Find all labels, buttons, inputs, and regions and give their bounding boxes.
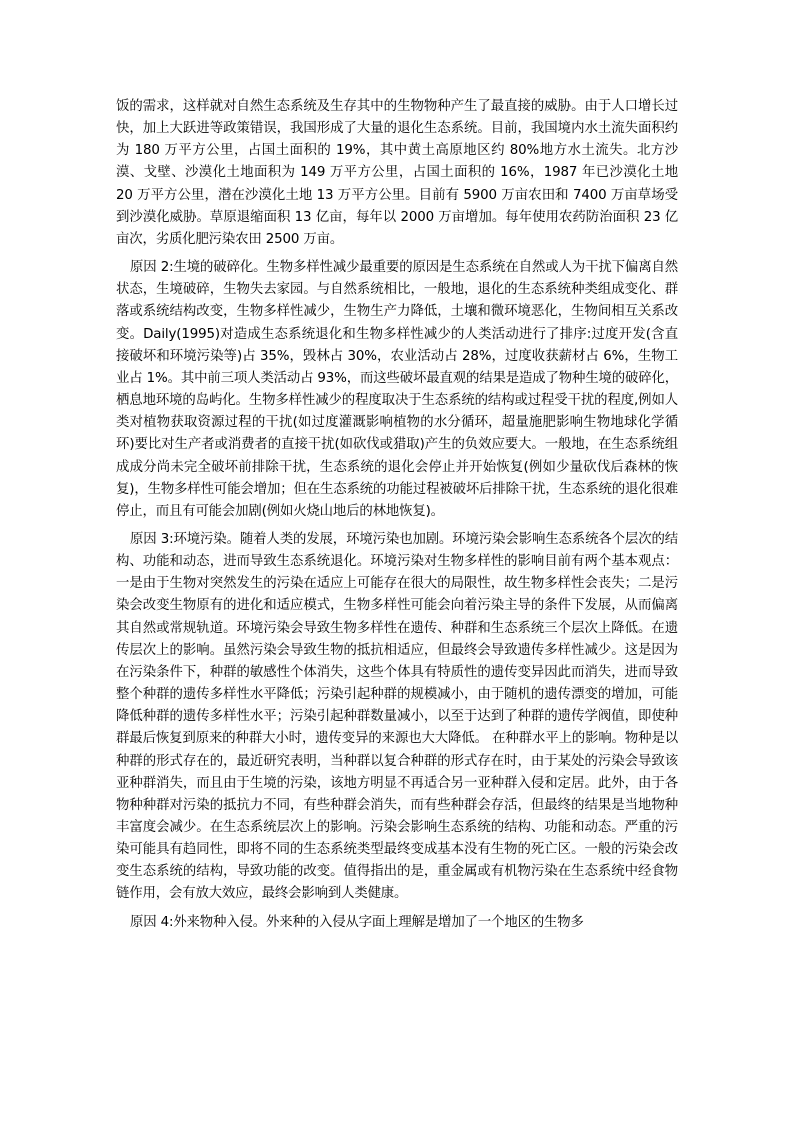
paragraph-1: 饭的需求，这样就对自然生态系统及生存其中的生物物种产生了最直接的威胁。由于人口增长过快，加上大跃进等政策错误，我国形成了大量的退化生态系统。目前，我国境内水土流失面积约为 180 万平方公里，占国土面积的 19%，其中黄土高原地区约 80%地方水土流失。北方沙漠、戈壁、沙漠化土地面积为 149 万平方公里，占国土面积的 16%，1987 年已沙漠化土地 20 万平方公里，潜在沙漠化土地 13 万平方公里。目前有 5900 万亩农田和 7400 万亩草场受到沙漠化威胁。草原退缩面积 13 亿亩，每年以 2000 万亩增加。每年使用农药防治面积 23 亿亩次，劣质化肥污染农田 2500 万亩。 <box>116 99 678 247</box>
paragraph-2: 原因 2:生境的破碎化。生物多样性减少最重要的原因是生态系统在自然或人为干扰下偏离自然状态，生境破碎，生物失去家园。与自然系统相比，一般地，退化的生态系统种类组成变化、群落或系统结构改变，生物多样性减少，生物生产力降低，土壤和微环境恶化，生物间相互关系改变。Daily(1995)对造成生态系统退化和生物多样性减少的人类活动进行了排序:过度开发(含直接破坏和环境污染等)占 35%，毁林占 30%，农业活动占 28%，过度收获薪材占 6%，生物工业占 1%。其中前三项人类活动占 93%，而这些破坏最直观的结果是造成了物种生境的破碎化，栖息地环境的岛屿化。生物多样性减少的程度取决于生态系统的结构或过程受干扰的程度,例如人类对植物获取资源过程的干扰(如过度灌溉影响植物的水分循环，超量施肥影响生物地球化学循环)要比对生产者或消费者的直接干扰(如砍伐或猎取)产生的负效应要大。一般地，在生态系统组成成分尚未完全破坏前排除干扰，生态系统的退化会停止并开始恢复(例如少量砍伐后森林的恢复)，生物多样性可能会增加；但在生态系统的功能过程被破坏后排除干扰，生态系统的退化很难停止，而且有可能会加剧(例如火烧山地后的林地恢复)。 <box>116 260 678 519</box>
document-body <box>116 96 678 940</box>
paragraph-3: 原因 3:环境污染。随着人类的发展，环境污染也加剧。环境污染会影响生态系统各个层次的结构、功能和动态，进而导致生态系统退化。环境污染对生物多样性的影响目前有两个基本观点：一是由于生物对突然发生的污染在适应上可能存在很大的局限性，故生物多样性会丧失；二是污染会改变生物原有的进化和适应模式，生物多样性可能会向着污染主导的条件下发展，从而偏离其自然或常规轨道。环境污染会导致生物多样性在遗传、种群和生态系统三个层次上降低。在遗传层次上的影响。虽然污染会导致生物的抵抗相适应，但最终会导致遗传多样性减少。这是因为在污染条件下，种群的敏感性个体消失，这些个体具有特质性的遗传变异因此而消失，进而导致整个种群的遗传多样性水平降低；污染引起种群的规模减小，由于随机的遗传漂变的增加，可能降低种群的遗传多样性水平；污染引起种群数量减小，以至于达到了种群的遗传学阀值，即使种群最后恢复到原来的种群大小时，遗传变异的来源也大大降低。 在种群水平上的影响。物种是以种群的形式存在的，最近研究表明，当种群以复合种群的形式存在时，由于某处的污染会导致该亚种群消失，而且由于生境的污染，该地方明显不再适合另一亚种群入侵和定居。此外，由于各物种种群对污染的抵抗力不同，有些种群会消失，而有些种群会存活，但最终的结果是当地物种丰富度会减少。在生态系统层次上的影响。污染会影响生态系统的结构、功能和动态。严重的污染可能具有趋同性，即将不同的生态系统类型最终变成基本没有生物的死亡区。一般的污染会改变生态系统的结构，导致功能的改变。值得指出的是，重金属或有机物污染在生态系统中经食物链作用，会有放大效应，最终会影响到人类健康。 <box>116 531 678 902</box>
paragraph-4: 原因 4:外来物种入侵。外来种的入侵从字面上理解是增加了一个地区的生物多 <box>130 914 584 930</box>
